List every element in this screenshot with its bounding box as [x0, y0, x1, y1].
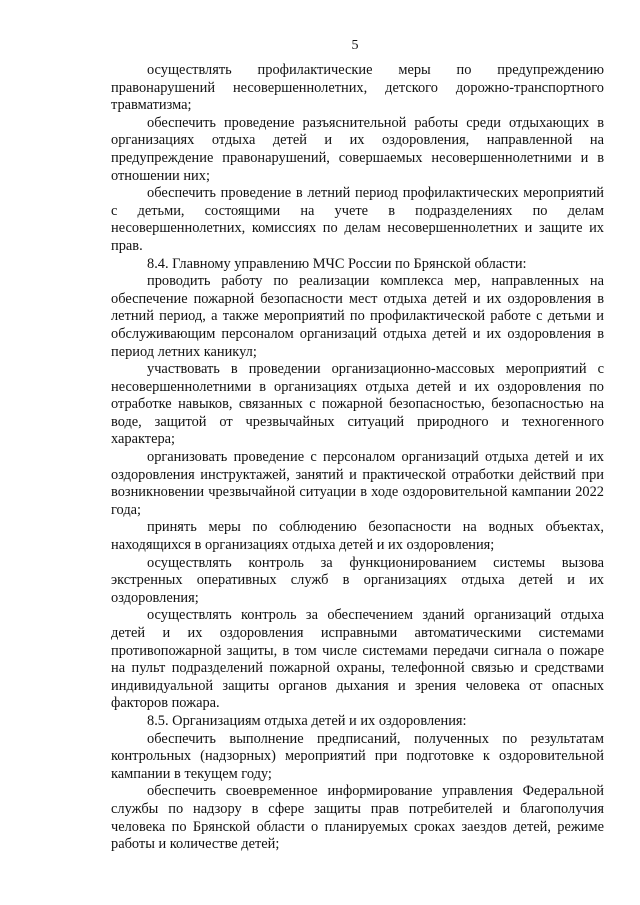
paragraph: принять меры по соблюдению безопасности на водных объектах, находящихся в организациях отдыха детей и их оздоровления;: [111, 519, 604, 554]
section-heading: 8.5. Организациям отдыха детей и их оздоровления:: [147, 712, 467, 729]
paragraph: осуществлять контроль за обеспечением зданий организаций отдыха детей и их оздоровления исправными автоматическими системами противопожарной защиты, в том числе системами передачи сигнала о пожаре на пульт подразделений пожарной охраны, телефонной связью и средствами индивидуальной защиты органов дыхания и зрения человека от опасных факторов пожара.: [111, 607, 604, 712]
section-heading: 8.4. Главному управлению МЧС России по Брянской области:: [147, 255, 527, 272]
paragraph: проводить работу по реализации комплекса мер, направленных на обеспечение пожарной безопасности мест отдыха детей и их оздоровления в летний период, а также мероприятий по профилактической работе с детьми и обслуживающим персоналом организаций отдыха детей и их оздоровления в период летних каникул;: [111, 273, 604, 360]
paragraph: обеспечить своевременное информирование управления Федеральной службы по надзору в сфере защиты прав потребителей и благополучия человека по Брянской области о планируемых сроках заездов детей, режиме работы и количестве детей;: [111, 783, 604, 853]
paragraph: осуществлять контроль за функционированием системы вызова экстренных оперативных служб в организациях отдыха детей и их оздоровления;: [111, 554, 604, 606]
paragraph: обеспечить проведение разъяснительной работы среди отдыхающих в организациях отдыха детей и их оздоровления, направленной на предупреждение правонарушений, совершаемых несовершеннолетними и в отношении них;: [111, 114, 604, 184]
paragraph: обеспечить проведение в летний период профилактических мероприятий с детьми, состоящими на учете в подразделениях по делам несовершеннолетних, комиссиях по делам несовершеннолетних и защите их прав.: [111, 185, 604, 254]
page-number: 5: [351, 38, 359, 53]
paragraph: осуществлять профилактические меры по предупреждению правонарушений несовершеннолетних, детского дорожно-транспортного травматизма;: [111, 62, 604, 114]
paragraph: участвовать в проведении организационно-массовых мероприятий с несовершеннолетними в организациях отдыха детей и их оздоровления по отработке навыков, связанных с пожарной безопасностью, безопасностью на воде, защитой от чрезвычайных ситуаций природного и техногенного характера;: [111, 361, 604, 448]
document-body: [111, 62, 604, 854]
paragraph: обеспечить выполнение предписаний, полученных по результатам контрольных (надзорных) мероприятий при подготовке к оздоровительной кампании в текущем году;: [111, 730, 604, 782]
paragraph: организовать проведение с персоналом организаций отдыха детей и их оздоровления инструктажей, занятий и практической отработки действий при возникновении чрезвычайной ситуации в ходе оздоровительной кампании 2022 года;: [111, 449, 604, 518]
